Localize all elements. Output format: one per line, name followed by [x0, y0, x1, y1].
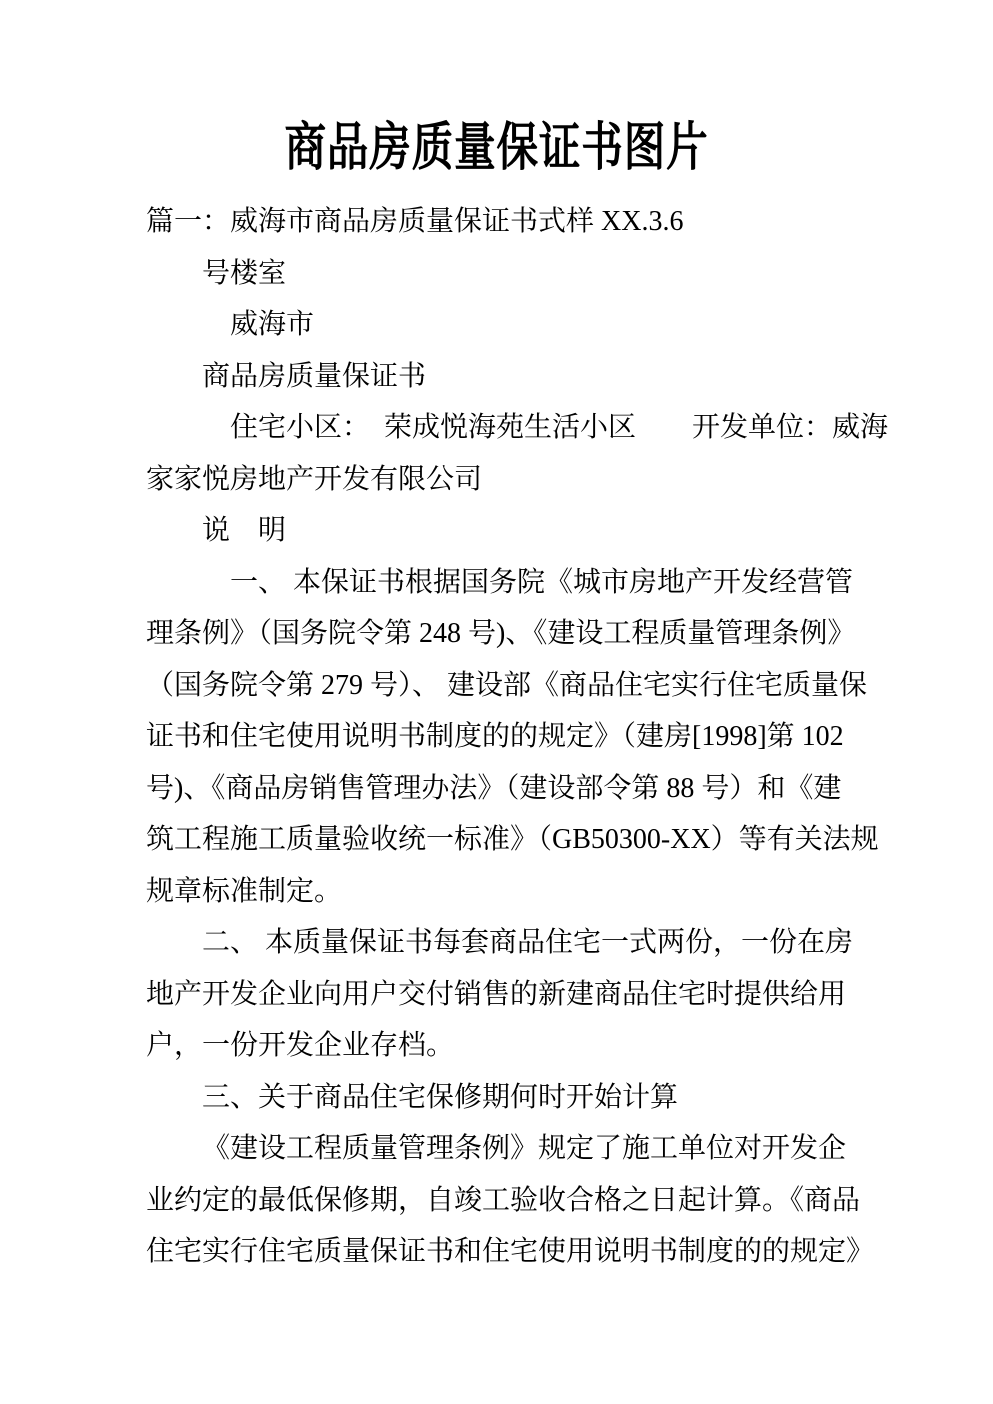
text-line: 规章标准制定。	[146, 875, 343, 907]
text-line: 威海市	[230, 309, 315, 340]
text-line: 筑工程施工质量验收统一标准》（GB50300-XX）等有关法规	[146, 824, 879, 855]
text-line: 住宅小区： 荣成悦海苑生活小区 开发单位：威海	[230, 412, 889, 443]
text-line: 业约定的最低保修期，自竣工验收合格之日起计算。《商品	[146, 1184, 861, 1216]
text-line: 篇一：威海市商品房质量保证书式样 XX.3.6	[146, 206, 684, 237]
text-line: 住宅实行住宅质量保证书和住宅使用说明书制度的的规定》	[146, 1236, 875, 1267]
text-line: 商品房质量保证书	[202, 360, 427, 392]
document-title: 商品房质量保证书图片	[284, 120, 709, 177]
text-line: 二、 本质量保证书每套商品住宅一式两份，一份在房	[202, 927, 854, 958]
text-line: 证书和住宅使用说明书制度的的规定》（建房[1998]第 102	[146, 721, 844, 752]
text-line: 理条例》（国务院令第 248 号)、《建设工程质量管理条例》	[146, 618, 856, 649]
text-line: （国务院令第 279 号）、 建设部《商品住宅实行住宅质量保	[146, 669, 868, 701]
text-line: 一、 本保证书根据国务院《城市房地产开发经营管	[230, 566, 854, 598]
text-line: 户，一份开发企业存档。	[146, 1030, 455, 1061]
text-line: 三、关于商品住宅保修期何时开始计算	[202, 1081, 679, 1113]
text-line: 家家悦房地产开发有限公司	[146, 463, 483, 495]
text-line: 地产开发企业向用户交付销售的新建商品住宅时提供给用	[146, 978, 847, 1010]
text-line: 说 明	[202, 515, 287, 546]
document-body	[146, 196, 993, 1278]
text-line: 《建设工程质量管理条例》规定了施工单位对开发企	[202, 1133, 847, 1164]
text-line: 号)、《商品房销售管理办法》（建设部令第 88 号）和《建	[146, 772, 842, 804]
text-line: 号楼室	[202, 257, 287, 289]
